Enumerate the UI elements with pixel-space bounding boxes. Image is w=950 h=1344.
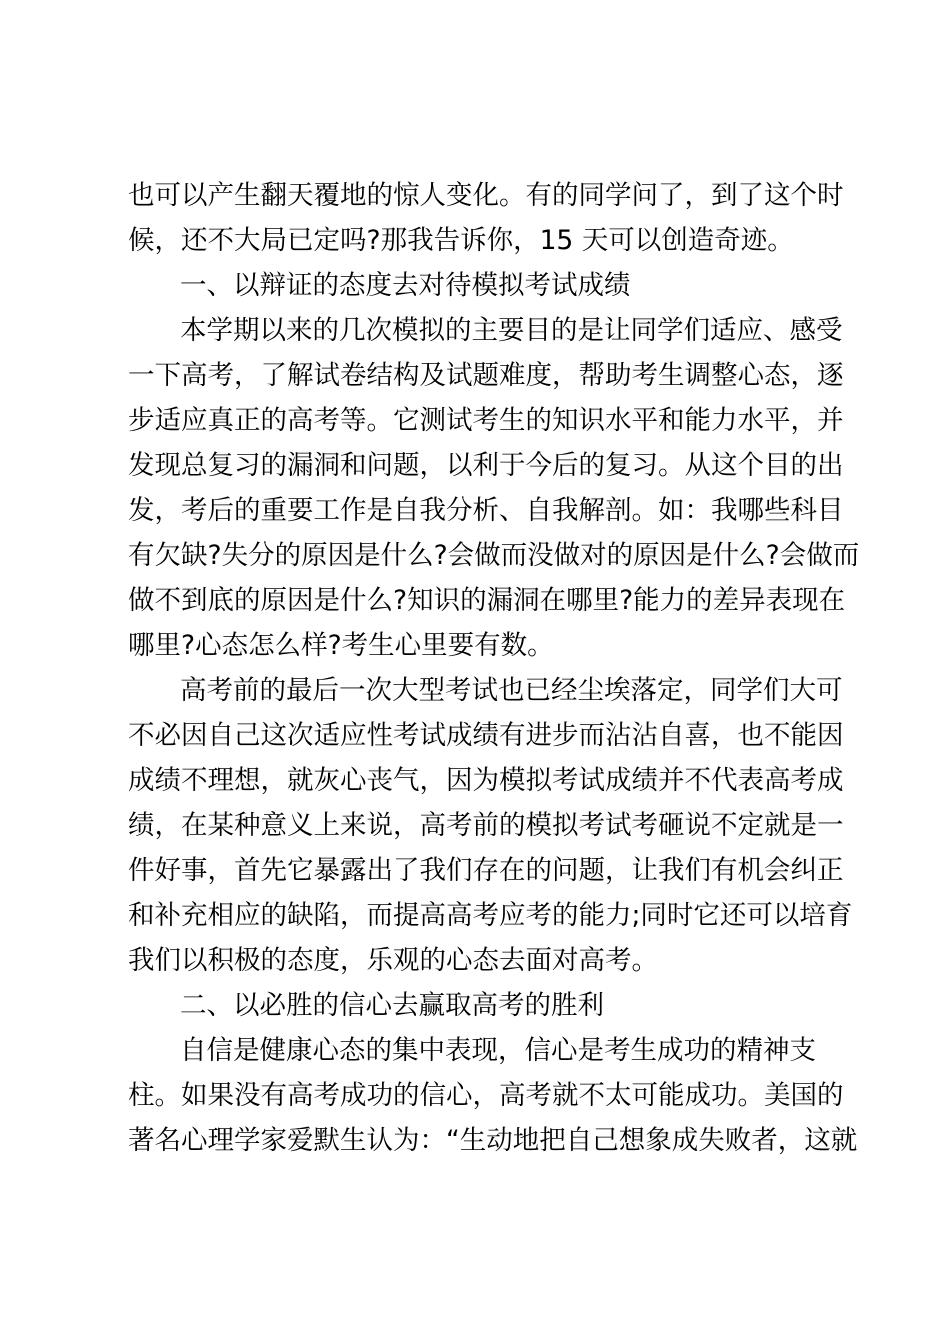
text-line: 和补充相应的缺陷，而提高高考应考的能力;同时它还可以培育 bbox=[128, 900, 853, 931]
text-line: 自信是健康心态的集中表现，信心是考生成功的精神支 bbox=[180, 1035, 816, 1066]
text-line: 绩，在某种意义上来说，高考前的模拟考试考砸说不定就是一 bbox=[128, 810, 844, 841]
text-line: 本学期以来的几次模拟的主要目的是让同学们适应、感受 bbox=[180, 315, 843, 346]
text-line: 不必因自己这次适应性考试成绩有进步而沾沾自喜，也不能因 bbox=[128, 720, 844, 751]
text-line: 步适应真正的高考等。它测试考生的知识水平和能力水平，并 bbox=[128, 405, 844, 436]
text-line: 成绩不理想，就灰心丧气，因为模拟考试成绩并不代表高考成 bbox=[128, 765, 844, 796]
text-line: 有欠缺?失分的原因是什么?会做而没做对的原因是什么?会做而 bbox=[128, 540, 860, 571]
text-line: 发，考后的重要工作是自我分析、自我解剖。如：我哪些科目 bbox=[128, 495, 844, 526]
text-line: 著名心理学家爱默生认为：“生动地把自己想象成失败者，这就 bbox=[128, 1125, 858, 1156]
text-line: 也可以产生翻天覆地的惊人变化。有的同学问了，到了这个时 bbox=[128, 180, 844, 211]
text-line: 我们以积极的态度，乐观的心态去面对高考。 bbox=[128, 945, 658, 976]
text-line: 哪里?心态怎么样?考生心里要有数。 bbox=[128, 630, 554, 661]
text-line: 柱。如果没有高考成功的信心，高考就不太可能成功。美国的 bbox=[128, 1080, 844, 1111]
text-line: 发现总复习的漏洞和问题，以利于今后的复习。从这个目的出 bbox=[128, 450, 844, 481]
section-heading: 二、以必胜的信心去赢取高考的胜利 bbox=[180, 990, 604, 1021]
text-line: 一下高考，了解试卷结构及试题难度，帮助考生调整心态，逐 bbox=[128, 360, 844, 391]
text-line: 候，还不大局已定吗?那我告诉你，15 天可以创造奇迹。 bbox=[128, 225, 794, 256]
text-line: 件好事，首先它暴露出了我们存在的问题，让我们有机会纠正 bbox=[128, 855, 844, 886]
section-heading: 一、以辩证的态度去对待模拟考试成绩 bbox=[180, 270, 631, 301]
text-line: 做不到底的原因是什么?知识的漏洞在哪里?能力的差异表现在 bbox=[128, 585, 846, 616]
text-line: 高考前的最后一次大型考试也已经尘埃落定，同学们大可 bbox=[180, 675, 843, 706]
